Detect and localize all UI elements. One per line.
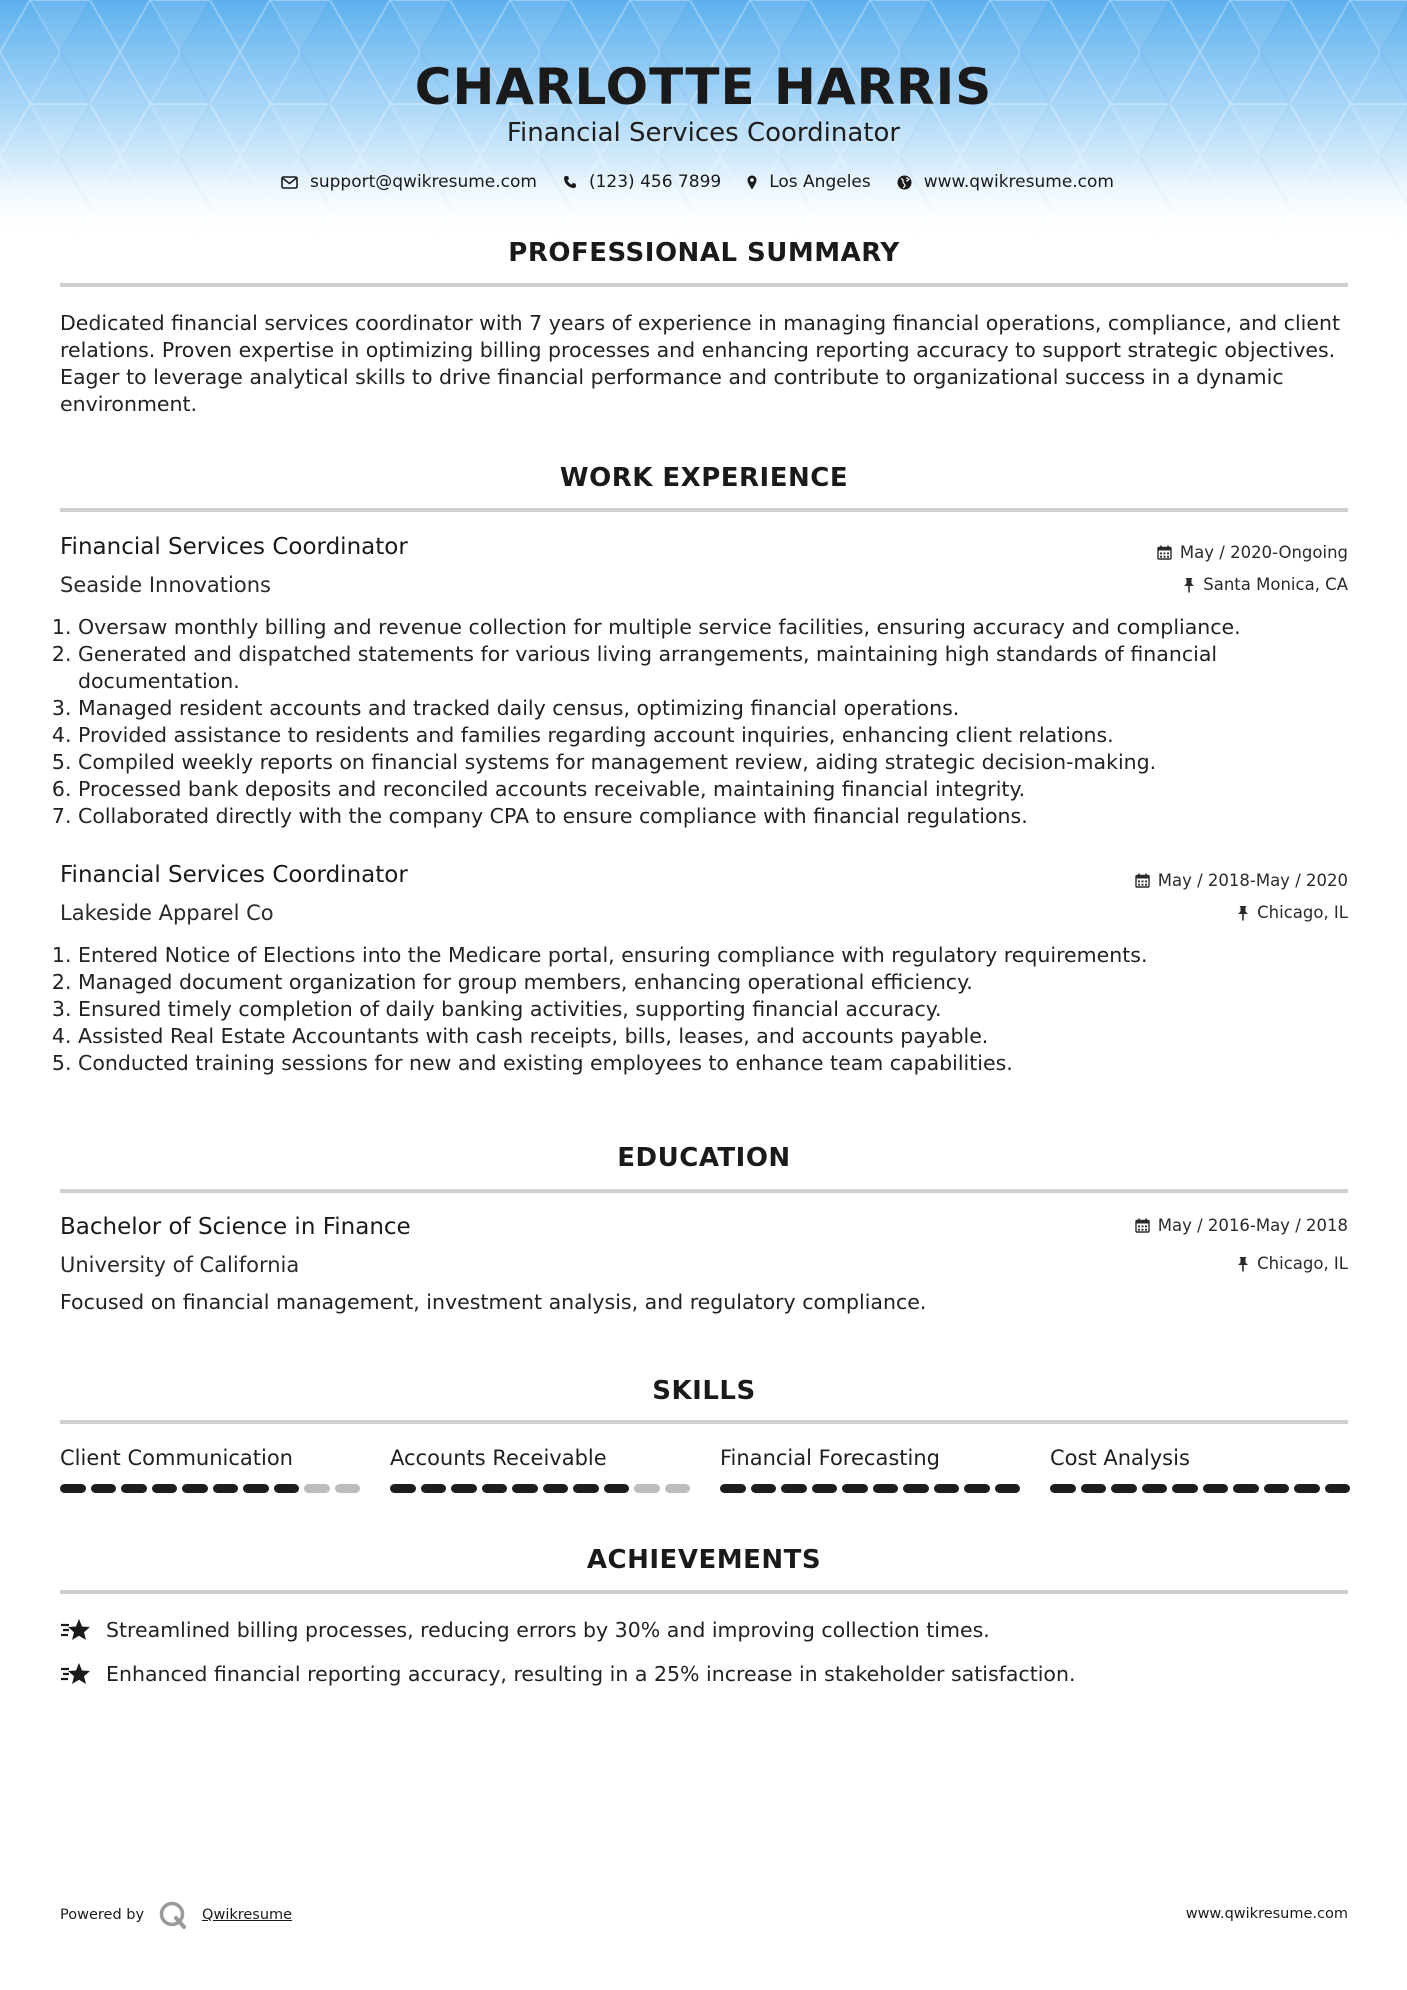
- phone-text: (123) 456 7899: [588, 172, 722, 192]
- brand-link[interactable]: Qwikresume: [202, 1907, 293, 1923]
- footer-website-link[interactable]: www.qwikresume.com: [1185, 1906, 1348, 1922]
- skill-segment-filled: [121, 1484, 147, 1493]
- skill-segment-empty: [665, 1484, 691, 1493]
- skill-segment-filled: [1203, 1484, 1229, 1493]
- candidate-role: Financial Services Coordinator: [506, 118, 901, 148]
- skill-segment-filled: [390, 1484, 416, 1493]
- achievements-heading: ACHIEVEMENTS: [586, 1545, 822, 1575]
- summary-text: Dedicated financial services coordinator with 7 years of experience in managing financial operations, compliance, and client relations. Proven expertise in optimizing billing processes and enhancing reporting accuracy to support strategic objectives. Eager to leverage analytical skills to drive financial performance and contribute to organizational success in a dynamic environment.: [60, 311, 1340, 416]
- skill-segment-filled: [934, 1484, 960, 1493]
- contact-location: [747, 172, 871, 192]
- job-location: [1237, 903, 1348, 922]
- skill-segment-filled: [1142, 1484, 1168, 1493]
- job-location-text: Santa Monica, CA: [1203, 575, 1348, 594]
- job-dates: [1157, 543, 1348, 562]
- skill-segment-filled: [1081, 1484, 1107, 1493]
- envelope-icon: [281, 176, 298, 189]
- powered-by-label: Powered by: [60, 1907, 145, 1923]
- skill-item: [60, 1446, 360, 1493]
- summary-heading: PROFESSIONAL SUMMARY: [508, 238, 900, 268]
- skill-item: [1050, 1446, 1350, 1493]
- skills-heading: SKILLS: [652, 1376, 756, 1406]
- star-icon: [60, 1617, 92, 1643]
- skill-segment-filled: [421, 1484, 447, 1493]
- skill-segment-filled: [60, 1484, 86, 1493]
- skill-segment-filled: [1050, 1484, 1076, 1493]
- skill-segment-empty: [335, 1484, 361, 1493]
- map-pin-icon: [747, 175, 757, 190]
- job-location: [1183, 575, 1348, 594]
- list-item: 4. Assisted Real Estate Accountants with cash receipts, bills, leases, and accounts payable.: [78, 1023, 1368, 1050]
- skill-segment-filled: [91, 1484, 117, 1493]
- job-company: Seaside Innovations: [60, 573, 271, 597]
- skill-segment-filled: [152, 1484, 178, 1493]
- skill-segment-filled: [903, 1484, 929, 1493]
- job-location-text: Chicago, IL: [1257, 903, 1348, 922]
- skill-segment-filled: [1264, 1484, 1290, 1493]
- education-location-text: Chicago, IL: [1257, 1254, 1348, 1273]
- list-item: 2. Managed document organization for group members, enhancing operational efficiency.: [78, 969, 1368, 996]
- skill-segment-filled: [1111, 1484, 1137, 1493]
- education-dates-text: May / 2016-May / 2018: [1157, 1216, 1348, 1235]
- pushpin-icon: [1237, 1256, 1249, 1272]
- phone-icon: [563, 175, 577, 189]
- skill-item: [720, 1446, 1020, 1493]
- list-item: 5. Conducted training sessions for new and existing employees to enhance team capabilities.: [78, 1050, 1368, 1077]
- skill-segment-filled: [543, 1484, 569, 1493]
- footer-powered-by: [60, 1900, 292, 1930]
- contact-email[interactable]: [281, 172, 537, 192]
- education-dates: [1135, 1216, 1348, 1235]
- skill-segment-filled: [873, 1484, 899, 1493]
- job-title: Financial Services Coordinator: [60, 534, 408, 560]
- education-description: Focused on financial management, investment analysis, and regulatory compliance.: [60, 1290, 927, 1314]
- skill-segment-filled: [842, 1484, 868, 1493]
- skill-name: Client Communication: [60, 1446, 293, 1470]
- list-item: 4. Provided assistance to residents and families regarding account inquiries, enhancing client relations.: [78, 722, 1368, 749]
- job-dates-text: May / 2018-May / 2020: [1157, 871, 1348, 890]
- skill-level-bar: [60, 1484, 360, 1493]
- skill-name: Accounts Receivable: [390, 1446, 607, 1470]
- location-text: Los Angeles: [769, 172, 871, 192]
- skill-segment-filled: [512, 1484, 538, 1493]
- skill-segment-filled: [720, 1484, 746, 1493]
- job-dates: [1135, 871, 1348, 890]
- job-dates-text: May / 2020-Ongoing: [1179, 543, 1348, 562]
- skill-segment-filled: [482, 1484, 508, 1493]
- contact-website[interactable]: [897, 172, 1114, 192]
- calendar-icon: [1135, 1218, 1150, 1233]
- list-item: 6. Processed bank deposits and reconciled accounts receivable, maintaining financial integrity.: [78, 776, 1368, 803]
- achievements-divider: [60, 1590, 1348, 1594]
- qwikresume-logo-icon: [158, 1900, 188, 1930]
- calendar-icon: [1135, 873, 1150, 888]
- job-title: Financial Services Coordinator: [60, 862, 408, 888]
- achievement-item: [60, 1661, 1076, 1687]
- experience-heading: WORK EXPERIENCE: [559, 463, 849, 493]
- skill-segment-filled: [274, 1484, 300, 1493]
- job-company: Lakeside Apparel Co: [60, 901, 274, 925]
- list-item: 1. Oversaw monthly billing and revenue collection for multiple service facilities, ensuring accuracy and compliance.: [78, 614, 1368, 641]
- list-item: 5. Compiled weekly reports on financial systems for management review, aiding strategic decision-making.: [78, 749, 1368, 776]
- skills-list: [60, 1446, 1350, 1493]
- list-item: 7. Collaborated directly with the company CPA to ensure compliance with financial regulations.: [78, 803, 1368, 830]
- achievement-text: Enhanced financial reporting accuracy, resulting in a 25% increase in stakeholder satisfaction.: [106, 1662, 1076, 1686]
- list-item: 1. Entered Notice of Elections into the Medicare portal, ensuring compliance with regulatory requirements.: [78, 942, 1368, 969]
- calendar-icon: [1157, 545, 1172, 560]
- job-bullets: [60, 614, 1368, 830]
- website-text: www.qwikresume.com: [923, 172, 1114, 192]
- skill-segment-filled: [182, 1484, 208, 1493]
- school-name: University of California: [60, 1253, 300, 1277]
- skill-segment-filled: [573, 1484, 599, 1493]
- list-item: 2. Generated and dispatched statements for various living arrangements, maintaining high standards of financial documentation.: [78, 641, 1368, 695]
- skill-segment-filled: [964, 1484, 990, 1493]
- skill-level-bar: [1050, 1484, 1350, 1493]
- globe-icon: [897, 175, 912, 190]
- degree-title: Bachelor of Science in Finance: [60, 1214, 411, 1240]
- skill-segment-filled: [604, 1484, 630, 1493]
- star-icon: [60, 1661, 92, 1687]
- skill-segment-filled: [451, 1484, 477, 1493]
- achievement-text: Streamlined billing processes, reducing errors by 30% and improving collection times.: [106, 1618, 990, 1642]
- education-divider: [60, 1189, 1348, 1193]
- contact-phone[interactable]: [563, 172, 721, 192]
- skill-segment-filled: [243, 1484, 269, 1493]
- skill-segment-empty: [304, 1484, 330, 1493]
- list-item: 3. Managed resident accounts and tracked daily census, optimizing financial operations.: [78, 695, 1368, 722]
- skill-segment-filled: [995, 1484, 1021, 1493]
- education-heading: EDUCATION: [617, 1143, 791, 1173]
- experience-divider: [60, 508, 1348, 512]
- skill-segment-filled: [213, 1484, 239, 1493]
- contact-bar: [0, 172, 1407, 192]
- achievement-item: [60, 1617, 990, 1643]
- skill-segment-empty: [634, 1484, 660, 1493]
- skill-item: [390, 1446, 690, 1493]
- pushpin-icon: [1237, 905, 1249, 921]
- skill-name: Cost Analysis: [1050, 1446, 1190, 1470]
- skill-segment-filled: [1233, 1484, 1259, 1493]
- skill-segment-filled: [781, 1484, 807, 1493]
- skill-level-bar: [390, 1484, 690, 1493]
- skill-segment-filled: [1325, 1484, 1351, 1493]
- email-text: support@qwikresume.com: [310, 172, 537, 192]
- skill-segment-filled: [812, 1484, 838, 1493]
- skills-divider: [60, 1420, 1348, 1424]
- skill-segment-filled: [751, 1484, 777, 1493]
- summary-divider: [60, 283, 1348, 287]
- education-location: [1237, 1254, 1348, 1273]
- list-item: 3. Ensured timely completion of daily banking activities, supporting financial accuracy.: [78, 996, 1368, 1023]
- skill-segment-filled: [1294, 1484, 1320, 1493]
- skill-name: Financial Forecasting: [720, 1446, 940, 1470]
- candidate-name: CHARLOTTE HARRIS: [414, 58, 993, 116]
- skill-segment-filled: [1172, 1484, 1198, 1493]
- skill-level-bar: [720, 1484, 1020, 1493]
- pushpin-icon: [1183, 577, 1195, 593]
- job-bullets: [60, 942, 1368, 1077]
